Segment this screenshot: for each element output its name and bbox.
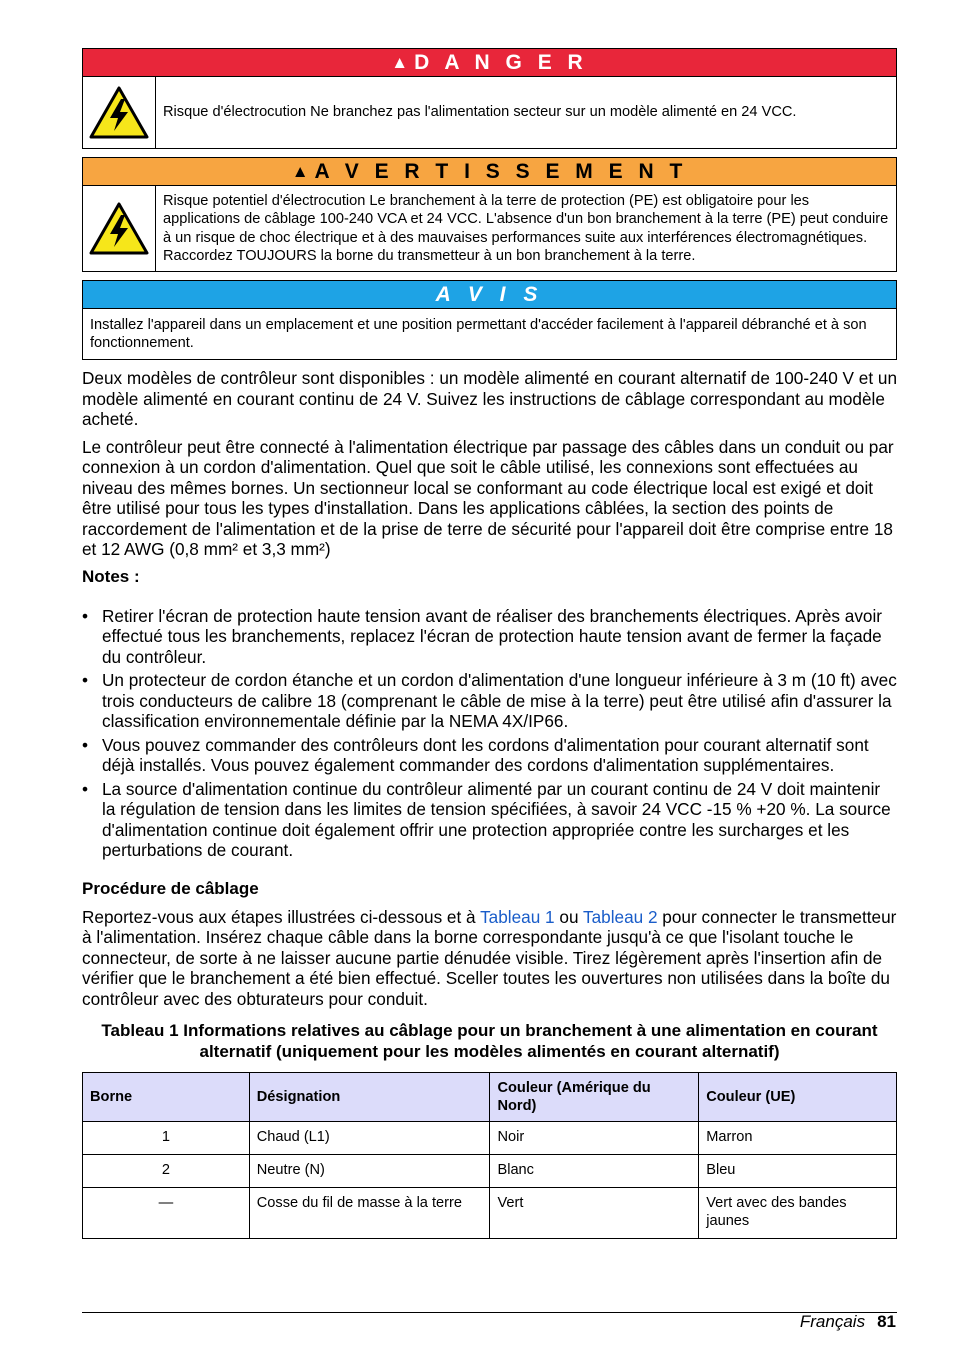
table-cell: —	[83, 1188, 250, 1239]
procedure-paragraph: Reportez-vous aux étapes illustrées ci-dessous et à Tableau 1 ou Tableau 2 pour connecter le transmetteur à l'alimentation. Insérez chaque câble dans la borne correspondante jusqu'à ce que l'isolant touche le connecteur, de sorte à ne laisser aucune partie dénudée visible. Tirez légèrement après l'insertion afin de vérifier que le branchement a été bien effectué. Sceller toutes les ouvertures non utilisées dans la boîte du contrôleur avec des obturateurs pour conduit.	[82, 906, 897, 1009]
table2-link[interactable]: Tableau 2	[582, 906, 658, 927]
table-cell: Vert	[490, 1188, 699, 1239]
avis-header: A V I S	[83, 281, 896, 309]
table-cell: Vert avec des bandes jaunes	[699, 1188, 897, 1239]
footer-language: Français	[799, 1312, 866, 1331]
list-item: • Un protecteur de cordon étanche et un cordon d'alimentation d'une longueur inférieure à 3 m (10 ft) avec trois conducteurs de calibre 18 (comprenant le câble de mise à la terre) peut être utilisé afin d'assurer la classification environnementale définie par la NEMA 4X/IP66.	[82, 670, 897, 731]
list-item: • Retirer l'écran de protection haute tension avant de réaliser des branchements électriques. Après avoir effectué tous les branchements, replacez l'écran de protection haute tension avant de fermer la façade du contrôleur.	[82, 605, 883, 667]
table-cell: Blanc	[490, 1155, 699, 1188]
table-header-row	[83, 1073, 897, 1122]
warning-notice	[82, 157, 897, 272]
column-header: Couleur (UE)	[699, 1073, 897, 1122]
table-row	[83, 1122, 897, 1155]
warning-triangle-icon: ▲	[391, 52, 409, 72]
table-cell: Noir	[490, 1122, 699, 1155]
page-content	[82, 48, 897, 1239]
section-title: Procédure de câblage	[82, 878, 259, 898]
danger-header-label: D A N G E R	[414, 50, 588, 74]
column-header: Borne	[83, 1073, 250, 1122]
list-item: • La source d'alimentation continue du contrôleur alimenté par un courant continu de 24 V doit maintenir la régulation de tension dans les limites de tension spécifiées, à savoir 24 VCC -15 % +20 %. La source d'alimentation continue doit également offrir une protection appropriée contre les surcharges et les perturbations de courant.	[82, 778, 891, 860]
table1-link[interactable]: Tableau 1	[480, 906, 555, 927]
column-header: Désignation	[249, 1073, 490, 1122]
warning-header-label: A V E R T I S S E M E N T	[314, 159, 688, 183]
warning-triangle-icon: ▲	[291, 161, 309, 181]
table-caption: Tableau 1 Informations relatives au câblage pour un branchement à une alimentation en courant alternatif (uniquement pour les modèles alimentés en courant alternatif)	[101, 1021, 878, 1061]
intro-paragraph: Deux modèles de contrôleur sont disponibles : un modèle alimenté en courant alternatif de 100-240 V et un modèle alimenté en courant continu de 24 V. Suivez les instructions de câblage correspondant au modèle acheté.	[82, 368, 898, 429]
danger-text: Risque d'électrocution Ne branchez pas l'alimentation secteur sur un modèle alimenté en 24 VCC.	[163, 104, 797, 121]
warning-text: Risque potentiel d'électrocution Le branchement à la terre de protection (PE) est obligatoire pour les applications de câblage 100-240 VCA et 24 VCC. L'absence d'un bon branchement à la terre (PE) peut conduire à un risque de choc électrique et à des mauvaises performances suite aux interférences électromagnétiques. Raccordez TOUJOURS la borne du transmetteur à un bon branchement à la terre.	[163, 192, 889, 264]
table-cell: Bleu	[699, 1155, 897, 1188]
table-row	[83, 1188, 897, 1239]
footer-divider	[82, 1312, 897, 1313]
avis-text: Installez l'appareil dans un emplacement et une position permettant d'accéder facilement à l'appareil débranché et à son fonctionnement.	[90, 316, 867, 351]
notes-label: Notes :	[82, 566, 140, 586]
notes-list	[82, 606, 897, 861]
avis-notice	[82, 280, 897, 360]
table-cell: Marron	[699, 1122, 897, 1155]
table-row	[83, 1155, 897, 1188]
table-cell: Neutre (N)	[249, 1155, 490, 1188]
table-cell: 1	[83, 1122, 250, 1155]
table-cell: 2	[83, 1155, 250, 1188]
connection-paragraph: Le contrôleur peut être connecté à l'alimentation électrique par passage des câbles dans un conduit ou par connexion à un cordon d'alimentation. Quel que soit le câble utilisé, les connexions sont effectuées au niveau des mêmes bornes. Un sectionneur local se conformant au code électrique local est exigé et doit être utilisé pour tous les types d'installation. Dans les applications câblées, la section des points de raccordement de l'alimentation et de la prise de terre de sécurité pour l'appareil doit être comprise entre 18 et 12 AWG (0,8 mm² et 3,3 mm²)	[82, 436, 894, 559]
danger-header	[83, 49, 896, 77]
electric-hazard-icon	[83, 186, 156, 271]
table-cell: Cosse du fil de masse à la terre	[249, 1188, 490, 1239]
page-number: 81	[877, 1312, 896, 1331]
list-item: • Vous pouvez commander des contrôleurs dont les cordons d'alimentation pour courant alternatif sont déjà installés. Vous pouvez également commander des cordons d'alimentation supplémentaires.	[82, 734, 869, 775]
danger-notice	[82, 48, 897, 149]
wiring-table	[82, 1072, 897, 1239]
warning-header	[83, 158, 896, 186]
table-cell: Chaud (L1)	[249, 1122, 490, 1155]
electric-hazard-icon	[83, 77, 156, 148]
column-header: Couleur (Amérique du Nord)	[490, 1073, 699, 1122]
page-footer	[800, 1312, 896, 1332]
